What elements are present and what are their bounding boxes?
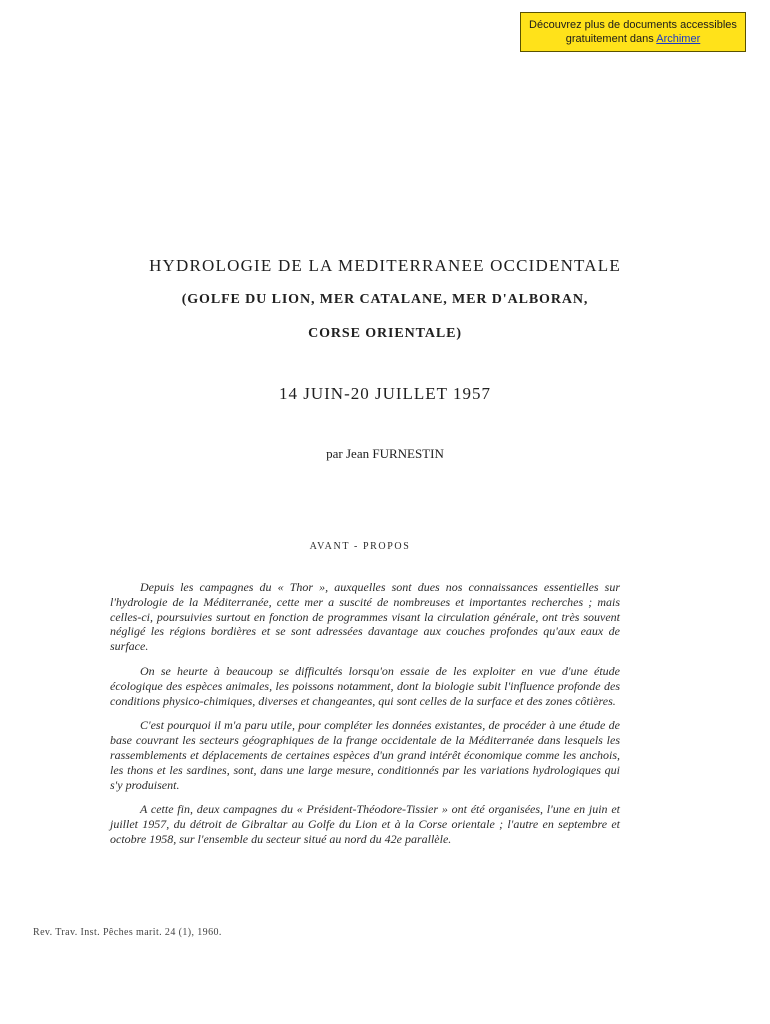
paragraph: A cette fin, deux campagnes du « Président-Théodore-Tissier » ont été organisées, l'une en juin et juillet 1957, du détroit de Gibraltar au Golfe du Lion et à la Corse orientale ; l'autre en septembre et octobre 1958, sur l'ensemble du secteur situé au nord du 42e parallèle. bbox=[110, 802, 620, 846]
document-subtitle-line1: (GOLFE DU LION, MER CATALANE, MER D'ALBORAN, bbox=[181, 292, 589, 307]
body-text bbox=[110, 580, 620, 857]
section-title: AVANT - PROPOS bbox=[309, 541, 411, 552]
archimer-link[interactable]: Archimer bbox=[656, 33, 701, 45]
document-title: HYDROLOGIE DE LA MEDITERRANEE OCCIDENTALE bbox=[149, 256, 621, 275]
author-line: par Jean FURNESTIN bbox=[326, 446, 444, 461]
document-subtitle-line2: CORSE ORIENTALE) bbox=[308, 326, 462, 341]
document-dates: 14 JUIN-20 JUILLET 1957 bbox=[278, 384, 492, 403]
archimer-banner bbox=[520, 12, 746, 52]
banner-text: Découvrez plus de documents accessibles gratuitement dans bbox=[529, 19, 737, 45]
paragraph: On se heurte à beaucoup se difficultés lorsqu'on essaie de les exploiter en vue d'une étude écologique des espèces animales, les poissons notamment, dont la biologie subit l'influence profonde des conditions physico-chimiques, diverses et changeantes, qui sont celles de la surface et des zones côtières. bbox=[110, 663, 620, 708]
paragraph: C'est pourquoi il m'a paru utile, pour compléter les données existantes, de procéder à une étude de base couvrant les secteurs géographiques de la frange occidentale de la Méditerranée dans lesquels les rassemblements et déplacements de certaines espèces d'un grand intérêt économique comme les anchois, les thons et les sardines, sont, dans une large mesure, conditionnés par les variations hydrologiques qui s'y produisent. bbox=[110, 718, 620, 792]
journal-citation: Rev. Trav. Inst. Pêches marit. 24 (1), 1960. bbox=[33, 927, 222, 938]
paragraph: Depuis les campagnes du « Thor », auxquelles sont dues nos connaissances essentielles sur l'hydrologie de la Méditerranée, cette mer a suscité de nombreuses et importantes recherches ; mais celles-ci, poursuivies surtout en fonction de programmes visant la circulation générale, ont très souvent négligé les régions bordières et se sont adressées davantage aux couches profondes qu'aux eaux de surface. bbox=[110, 580, 620, 654]
